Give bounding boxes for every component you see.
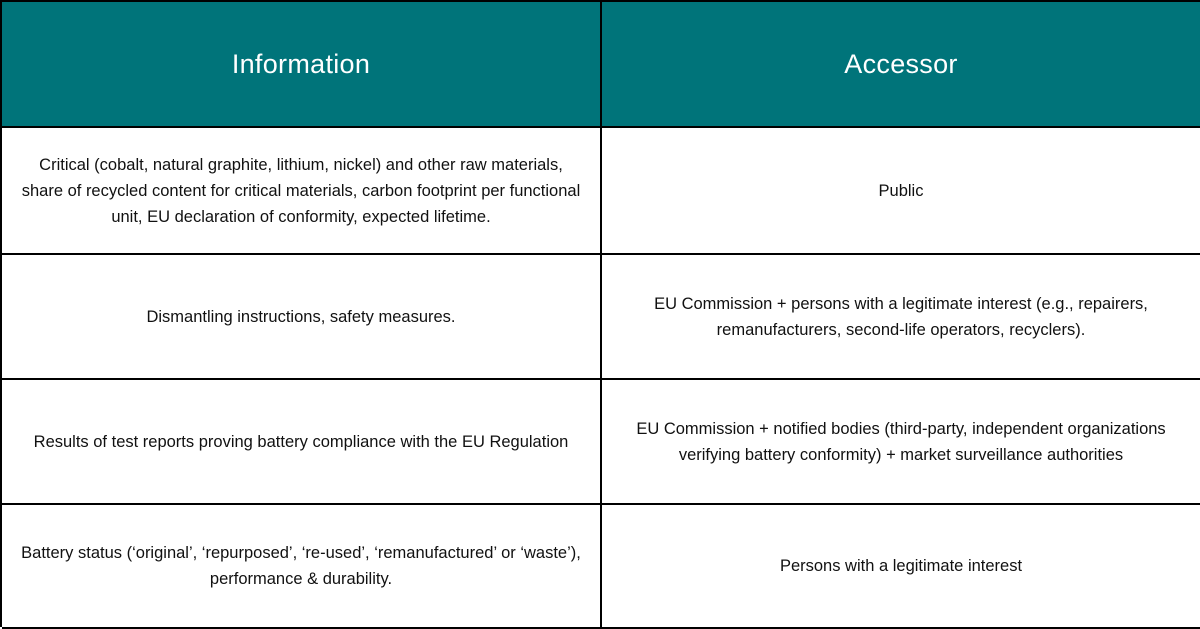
row-3-information: Results of test reports proving battery compliance with the EU Regulation: [2, 380, 602, 505]
row-1-information: Critical (cobalt, natural graphite, lithium, nickel) and other raw materials, share of recycled content for critical materials, carbon footprint per functional unit, EU declaration of conformity, expected lifetime.: [2, 128, 602, 255]
row-2-accessor: EU Commission + persons with a legitimate interest (e.g., repairers, remanufacturers, second-life operators, recyclers).: [602, 255, 1200, 380]
row-1-accessor: Public: [602, 128, 1200, 255]
row-2-information: Dismantling instructions, safety measures.: [2, 255, 602, 380]
row-4-information: Battery status (‘original’, ‘repurposed’, ‘re-used’, ‘remanufactured’ or ‘waste’), performance & durability.: [2, 505, 602, 629]
column-header-information: Information: [2, 2, 602, 128]
column-header-accessor: Accessor: [602, 2, 1200, 128]
row-4-accessor: Persons with a legitimate interest: [602, 505, 1200, 629]
row-3-accessor: EU Commission + notified bodies (third-party, independent organizations verifying battery conformity) + market surveillance authorities: [602, 380, 1200, 505]
